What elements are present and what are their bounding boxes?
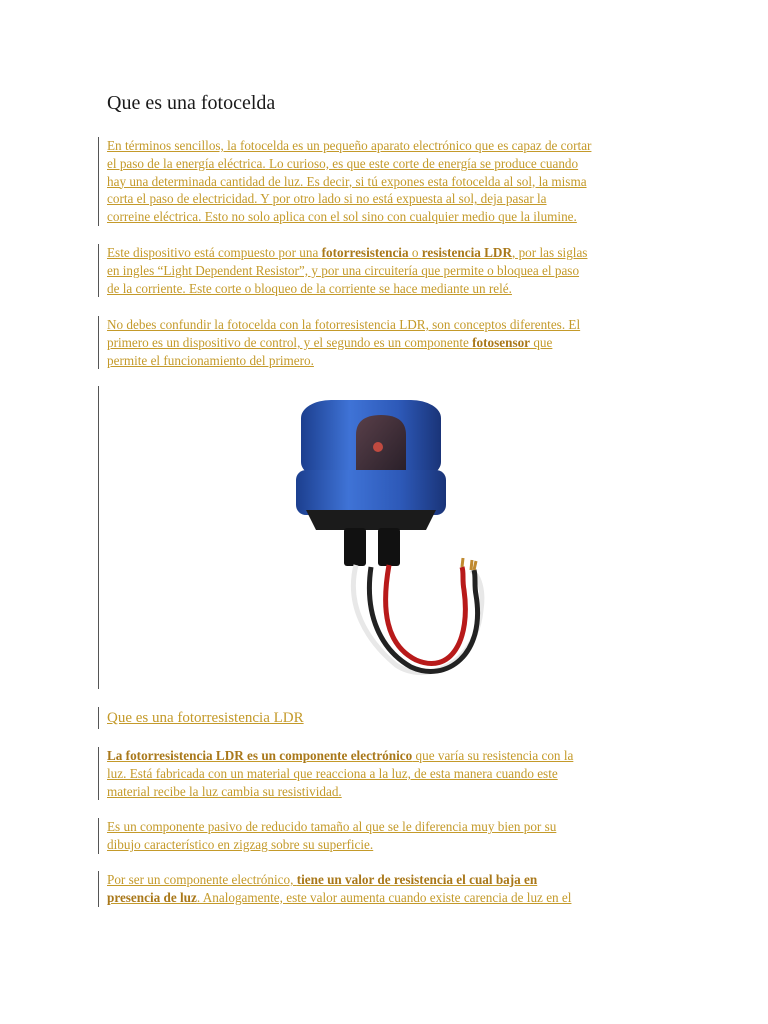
paragraph-distinction[interactable] — [98, 316, 682, 369]
section-subtitle[interactable]: Que es una fotorresistencia LDR — [98, 707, 304, 729]
text-line[interactable]: Es un componente pasivo de reducido tamaño al que se le diferencia muy bien por su — [107, 819, 557, 834]
paragraph-ldr-behavior[interactable] — [98, 871, 682, 907]
paragraph-composition[interactable] — [98, 244, 682, 297]
text-line[interactable] — [107, 871, 682, 889]
text-line[interactable]: No debes confundir la fotocelda con la fotorresistencia LDR, son conceptos diferentes. El — [107, 317, 581, 332]
paragraph-intro[interactable] — [98, 137, 682, 226]
photocell-sensor-image — [286, 395, 496, 690]
text-line[interactable]: hay una determinada cantidad de luz. Es decir, si tú expones esta fotocelda al sol, la misma — [107, 173, 587, 189]
text-line[interactable] — [107, 334, 682, 352]
bold-term[interactable]: La fotorresistencia LDR es un componente electrónico — [107, 748, 413, 763]
text-fragment[interactable]: o — [408, 245, 422, 260]
text-fragment[interactable]: Este dispositivo está compuesto por una — [107, 245, 322, 260]
bold-term[interactable]: fotosensor — [472, 334, 531, 350]
bold-term[interactable]: tiene un valor de resistencia el cual baja en — [296, 872, 538, 887]
text-line[interactable]: En términos sencillos, la fotocelda es un pequeño aparato electrónico que es capaz de cortar — [107, 138, 592, 153]
text-line[interactable]: material recibe la luz cambia su resistividad. — [107, 783, 342, 799]
text-line[interactable]: dibujo característico en zigzag sobre su superficie. — [107, 836, 374, 852]
bold-term[interactable]: fotorresistencia — [321, 245, 409, 260]
text-fragment[interactable]: que varía su resistencia con la — [412, 748, 574, 763]
text-fragment[interactable]: que — [530, 334, 553, 350]
bold-term[interactable]: resistencia LDR — [421, 245, 512, 260]
text-line[interactable]: de la corriente. Este corte o bloqueo de la corriente se hace mediante un relé. — [107, 280, 512, 296]
figure-margin-bar — [98, 386, 99, 689]
text-fragment[interactable]: primero es un dispositivo de control, y el segundo es un componente — [107, 334, 473, 350]
paragraph-ldr-definition[interactable] — [98, 747, 682, 800]
paragraph-ldr-description[interactable] — [98, 818, 682, 854]
text-line[interactable] — [107, 244, 682, 262]
bold-term[interactable]: presencia de luz — [107, 889, 197, 905]
text-line[interactable]: correine eléctrica. Esto no solo aplica con el sol sino con cualquier medio que la ilumine. — [107, 209, 577, 225]
page-title: Que es una fotocelda — [107, 92, 276, 114]
text-fragment[interactable]: Por ser un componente electrónico, — [107, 872, 297, 887]
text-line[interactable]: permite el funcionamiento del primero. — [107, 352, 314, 368]
text-line[interactable]: el paso de la energía eléctrica. Lo curioso, es que este corte de energía se produce cuando — [107, 155, 579, 171]
text-fragment[interactable]: , por las siglas — [511, 245, 588, 260]
text-line[interactable]: corta el paso de electricidad. Y por otro lado si no está expuesta al sol, deja pasar la — [107, 191, 547, 207]
text-fragment[interactable]: . Analogamente, este valor aumenta cuando existe carencia de luz en el — [196, 889, 572, 905]
text-line[interactable]: luz. Está fabricada con un material que reacciona a la luz, de esta manera cuando este — [107, 765, 558, 781]
text-line[interactable]: en ingles “Light Dependent Resistor”, y por una circuitería que permite o bloquea el paso — [107, 262, 580, 278]
text-line[interactable] — [107, 747, 682, 765]
text-line[interactable] — [107, 889, 682, 907]
